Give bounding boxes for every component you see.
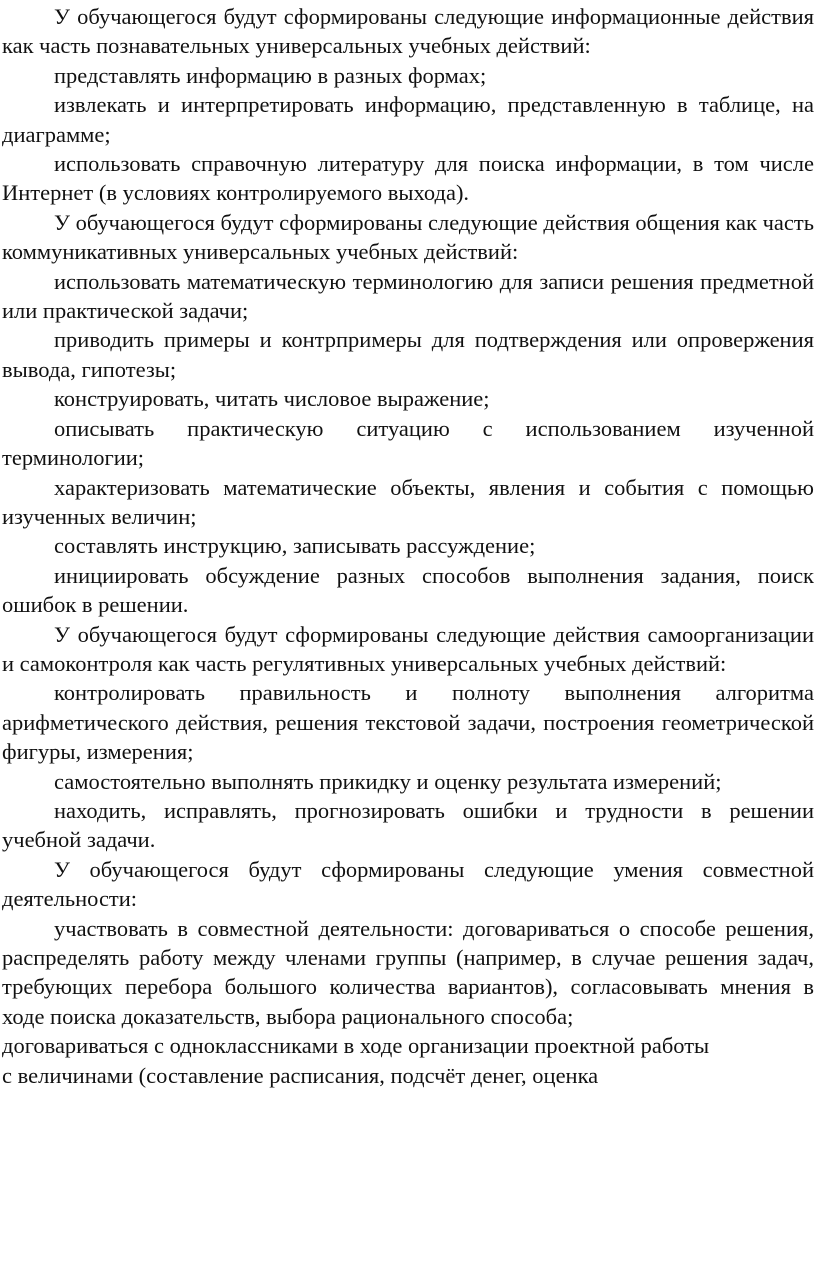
list-item: описывать практическую ситуацию с использованием изученной терминологии; [2,415,814,471]
list-item: составлять инструкцию, записывать рассуждение; [54,533,536,559]
paragraph-informational-intro: У обучающегося будут сформированы следующие информационные действия как часть познавательных универсальных учебных действий: [2,4,814,59]
list-item: использовать справочную литературу для поиска информации, в том числе Интернет (в условиях контролируемого выхода). [2,151,814,206]
list-item: контролировать правильность и полноту выполнения алгоритма арифметического действия, решения текстовой задачи, построения геометрической фигуры, измерения; [2,680,814,765]
paragraph-collaboration-intro: У обучающегося будут сформированы следующие умения совместной деятельности: [2,856,814,912]
list-item: представлять информацию в разных формах; [54,62,487,88]
list-item: приводить примеры и контрпримеры для подтверждения или опровержения вывода, гипотезы; [2,327,814,382]
list-item: находить, исправлять, прогнозировать ошибки и трудности в решении учебной задачи. [2,797,814,853]
list-item: извлекать и интерпретировать информацию, представленную в таблице, на диаграмме; [2,92,814,147]
paragraph-regulatory-intro: У обучающегося будут сформированы следующие действия самоорганизации и самоконтроля как часть регулятивных универсальных учебных действий: [2,621,814,676]
list-item: характеризовать математические объекты, явления и события с помощью изученных величин; [2,474,814,529]
list-item: инициировать обсуждение разных способов выполнения задания, поиск ошибок в решении. [2,562,814,618]
list-item: участвовать в совместной деятельности: договариваться о способе решения, распределять работу между членами группы (например, в случае решения задач, требующих перебора большого количества вариантов), согласовывать мнения в ходе поиска доказательств, выбора рационального способа; [2,915,814,1029]
trailing-line: договариваться с одноклассниками в ходе организации проектной работы [2,1033,710,1059]
document-page [2,2,814,1090]
trailing-line: с величинами (составление расписания, подсчёт денег, оценка [2,1062,599,1088]
list-item: конструировать, читать числовое выражение; [54,386,490,412]
paragraph-communicative-intro: У обучающегося будут сформированы следующие действия общения как часть коммуникативных универсальных учебных действий: [2,209,814,265]
list-item: самостоятельно выполнять прикидку и оценку результата измерений; [54,768,722,794]
list-item: использовать математическую терминологию для записи решения предметной или практической задачи; [2,268,814,324]
